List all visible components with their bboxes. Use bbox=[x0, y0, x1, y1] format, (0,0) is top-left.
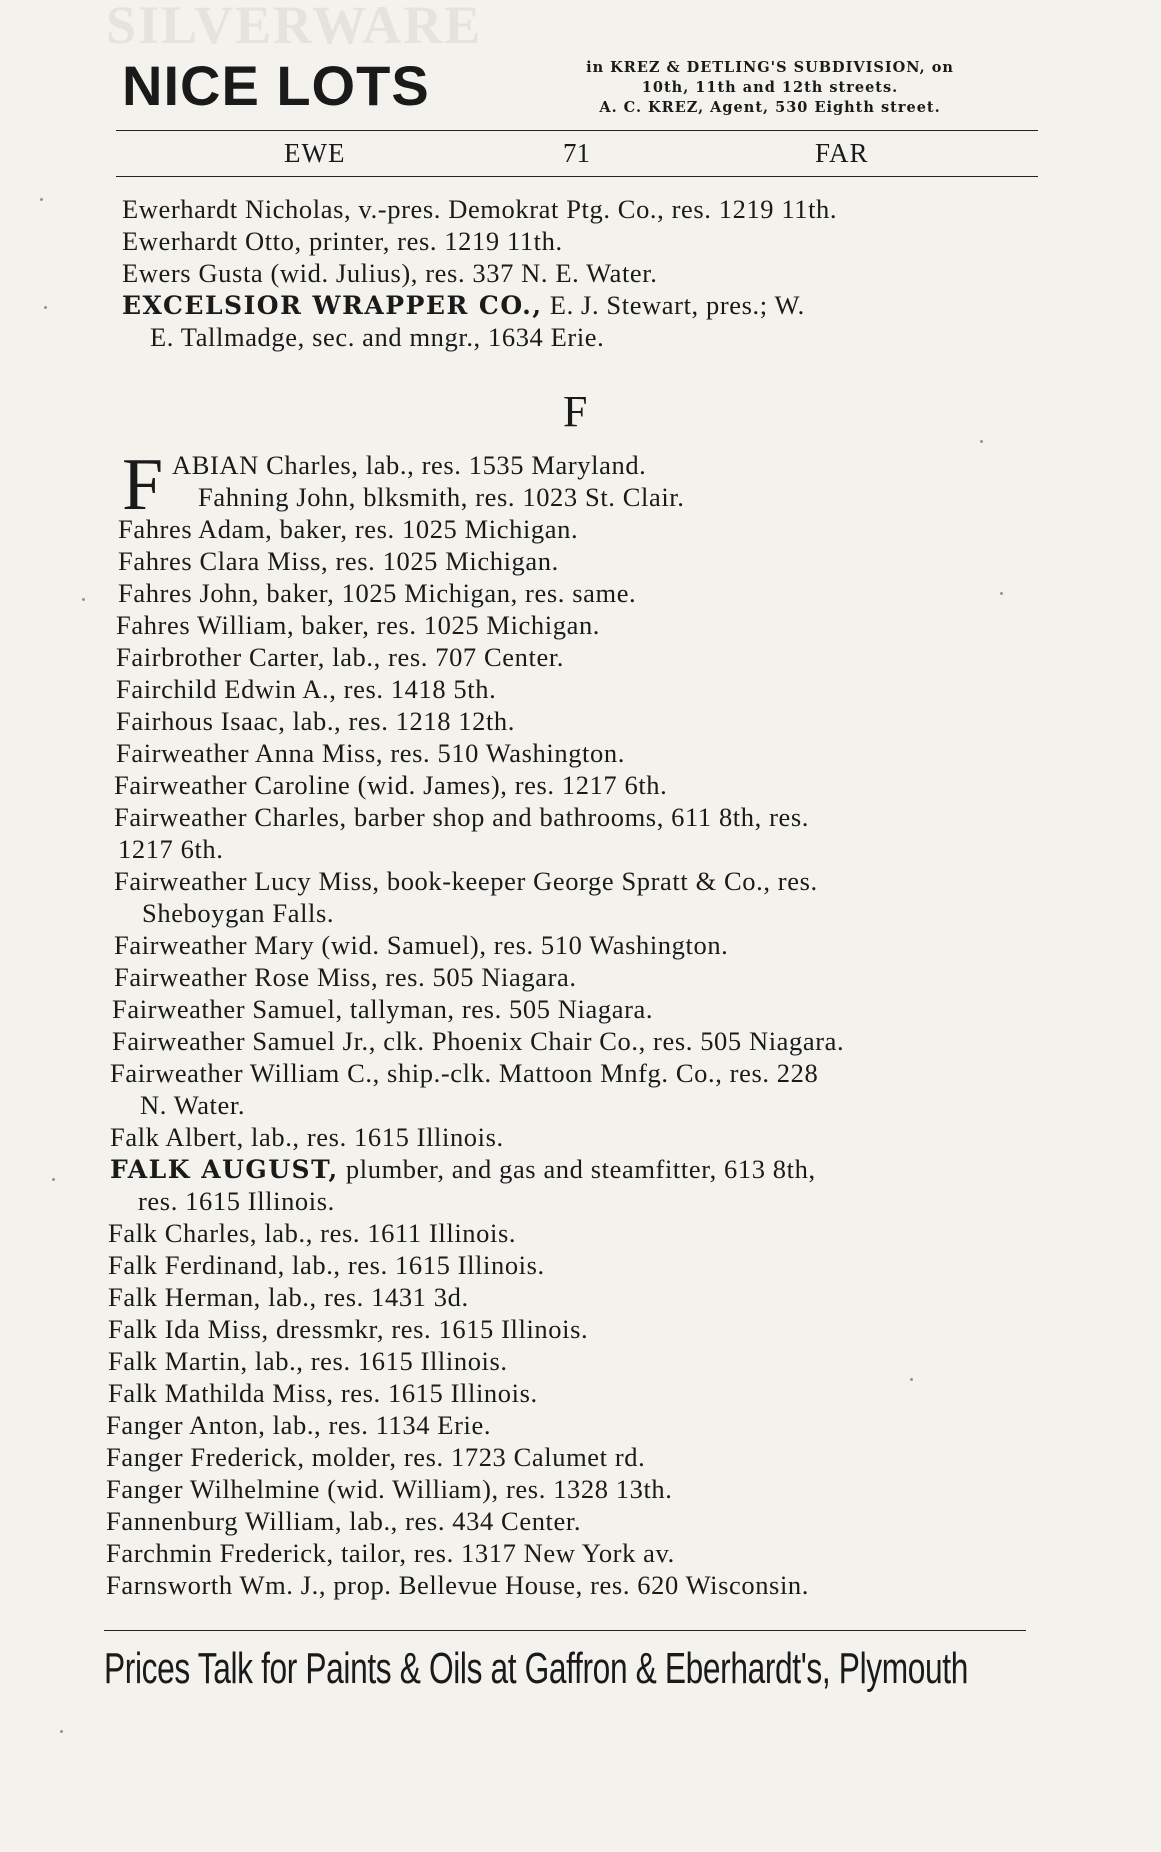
list-item: Falk Mathilda Miss, res. 1615 Illinois. bbox=[108, 1378, 538, 1408]
list-item bbox=[122, 290, 805, 321]
list-item: Fahres John, baker, 1025 Michigan, res. same. bbox=[118, 578, 637, 608]
list-item: Falk Ferdinand, lab., res. 1615 Illinois. bbox=[108, 1250, 545, 1280]
list-item: Falk Herman, lab., res. 1431 3d. bbox=[108, 1282, 469, 1312]
ad-line-1: in KREZ & DETLING'S SUBDIVISION, on bbox=[586, 59, 954, 76]
ad-headline: NICE LOTS bbox=[122, 54, 430, 117]
paper-speck bbox=[40, 198, 43, 201]
paper-speck bbox=[910, 1378, 913, 1381]
footer-rule bbox=[104, 1630, 1026, 1631]
list-item: Farchmin Frederick, tailor, res. 1317 New York av. bbox=[106, 1538, 675, 1568]
top-rule bbox=[116, 130, 1038, 131]
list-item: Fahres Clara Miss, res. 1025 Michigan. bbox=[118, 546, 559, 576]
list-item: Fairweather Charles, barber shop and bathrooms, 611 8th, res. bbox=[114, 802, 809, 832]
entry-text: plumber, and gas and steamfitter, 613 8th, bbox=[345, 1154, 816, 1184]
list-item: Ewerhardt Nicholas, v.-pres. Demokrat Ptg. Co., res. 1219 11th. bbox=[122, 194, 838, 224]
header-rule bbox=[116, 176, 1038, 177]
list-item: N. Water. bbox=[140, 1090, 246, 1120]
list-item: Falk Charles, lab., res. 1611 Illinois. bbox=[108, 1218, 517, 1248]
list-item: 1217 6th. bbox=[118, 834, 224, 864]
list-item: Falk Martin, lab., res. 1615 Illinois. bbox=[108, 1346, 508, 1376]
paper-speck bbox=[44, 306, 47, 309]
bleed-through-header: SILVERWARE bbox=[106, 0, 483, 55]
entry-text: E. J. Stewart, pres.; W. bbox=[549, 290, 805, 320]
list-item: Farnsworth Wm. J., prop. Bellevue House, res. 620 Wisconsin. bbox=[106, 1570, 810, 1600]
list-item: res. 1615 Illinois. bbox=[138, 1186, 335, 1216]
list-item: Fairweather Samuel Jr., clk. Phoenix Chair Co., res. 505 Niagara. bbox=[112, 1026, 845, 1056]
list-item: Fairweather Anna Miss, res. 510 Washington. bbox=[116, 738, 625, 768]
header-left-guide: EWE bbox=[284, 138, 346, 168]
paper-speck bbox=[980, 440, 983, 443]
list-item: Fairweather Rose Miss, res. 505 Niagara. bbox=[114, 962, 577, 992]
paper-speck bbox=[1000, 592, 1003, 595]
list-item: Fahres Adam, baker, res. 1025 Michigan. bbox=[118, 514, 579, 544]
list-item: Fairweather Caroline (wid. James), res. 1217 6th. bbox=[114, 770, 668, 800]
list-item: ABIAN Charles, lab., res. 1535 Maryland. bbox=[172, 450, 647, 480]
top-advertisement bbox=[122, 52, 1042, 124]
list-item: Fairweather William C., ship.-clk. Mattoon Mnfg. Co., res. 228 bbox=[110, 1058, 819, 1088]
list-item: Fanger Frederick, molder, res. 1723 Calumet rd. bbox=[106, 1442, 646, 1472]
list-item: E. Tallmadge, sec. and mngr., 1634 Erie. bbox=[150, 322, 605, 352]
running-header bbox=[120, 138, 1040, 172]
list-item: Fairweather Samuel, tallyman, res. 505 Niagara. bbox=[112, 994, 654, 1024]
list-item: Fairchild Edwin A., res. 1418 5th. bbox=[116, 674, 497, 704]
list-item: Fairweather Lucy Miss, book-keeper George Spratt & Co., res. bbox=[114, 866, 818, 896]
header-right-guide: FAR bbox=[815, 138, 869, 168]
section-letter: F bbox=[563, 387, 588, 436]
list-item: Sheboygan Falls. bbox=[142, 898, 335, 928]
list-item: Fahres William, baker, res. 1025 Michigan. bbox=[116, 610, 601, 640]
list-item: Fannenburg William, lab., res. 434 Center. bbox=[106, 1506, 582, 1536]
list-item: Falk Ida Miss, dressmkr, res. 1615 Illinois. bbox=[108, 1314, 589, 1344]
list-item: Fairhous Isaac, lab., res. 1218 12th. bbox=[116, 706, 516, 736]
list-item: Fairweather Mary (wid. Samuel), res. 510 Washington. bbox=[114, 930, 729, 960]
paper-speck bbox=[82, 598, 85, 601]
ad-line-3: A. C. KREZ, Agent, 530 Eighth street. bbox=[599, 99, 941, 116]
list-item: Fanger Anton, lab., res. 1134 Erie. bbox=[106, 1410, 492, 1440]
list-item: Fanger Wilhelmine (wid. William), res. 1328 13th. bbox=[106, 1474, 673, 1504]
bold-business-name: EXCELSIOR WRAPPER CO., bbox=[122, 291, 543, 320]
list-item: Ewerhardt Otto, printer, res. 1219 11th. bbox=[122, 226, 563, 256]
list-item: Ewers Gusta (wid. Julius), res. 337 N. E. Water. bbox=[122, 258, 658, 288]
ad-line-2: 10th, 11th and 12th streets. bbox=[641, 79, 899, 96]
ad-details bbox=[490, 58, 1050, 118]
list-item: Fairbrother Carter, lab., res. 707 Center. bbox=[116, 642, 565, 672]
bold-business-name: FALK AUGUST, bbox=[110, 1155, 339, 1184]
paper-speck bbox=[60, 1730, 63, 1733]
footer-advertisement: Prices Talk for Paints & Oils at Gaffron & Eberhardt's, Plymouth bbox=[104, 1644, 968, 1693]
paper-speck bbox=[52, 1178, 55, 1181]
page-number: 71 bbox=[563, 138, 590, 168]
list-item: Fahning John, blksmith, res. 1023 St. Clair. bbox=[198, 482, 685, 512]
list-item bbox=[110, 1154, 816, 1185]
list-item: Falk Albert, lab., res. 1615 Illinois. bbox=[110, 1122, 504, 1152]
drop-cap: F bbox=[122, 444, 164, 526]
